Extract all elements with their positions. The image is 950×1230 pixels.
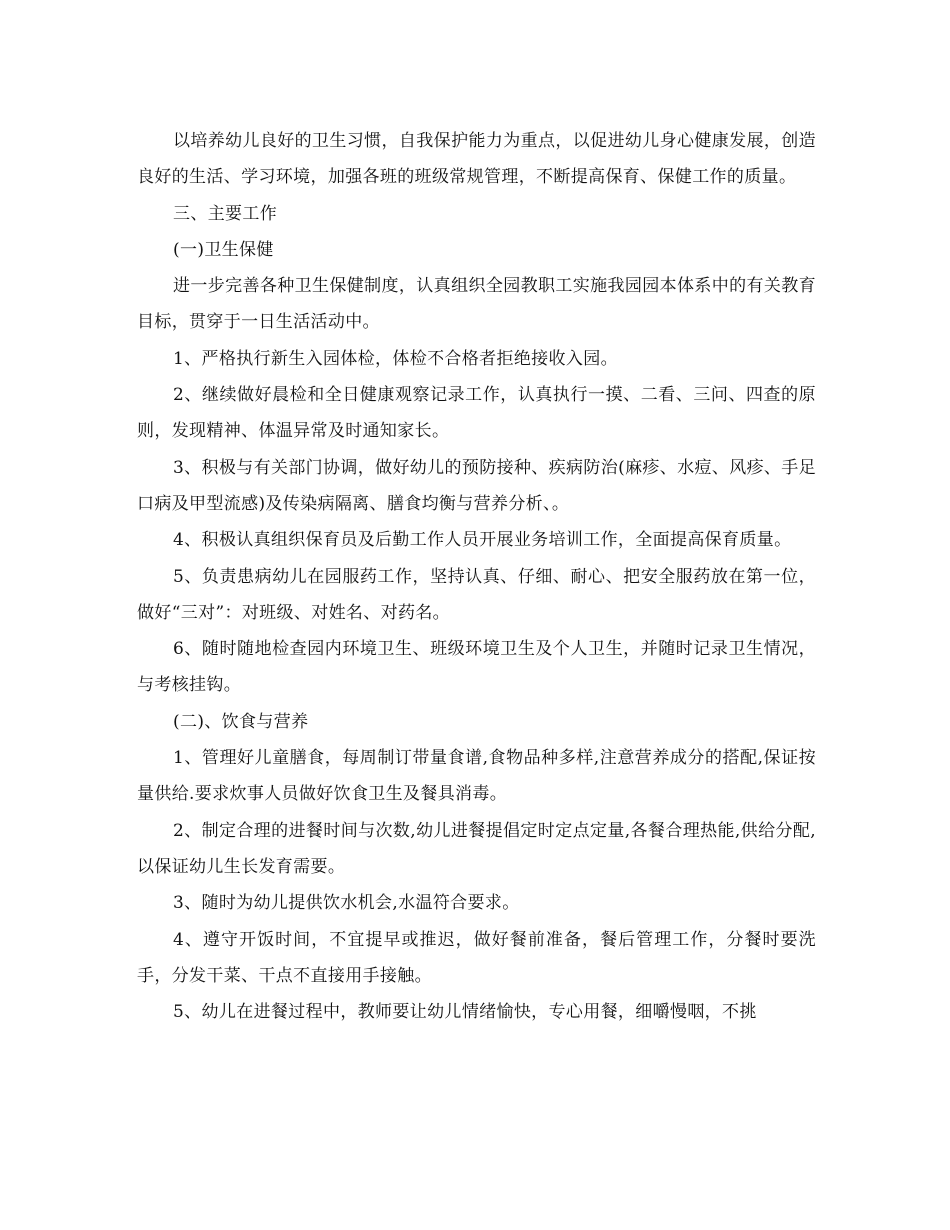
- list-item-hygiene-3: 3、积极与有关部门协调，做好幼儿的预防接种、疾病防治(麻疹、水痘、风疹、手足口病及甲型流感)及传染病隔离、膳食均衡与营养分析、。: [137, 457, 816, 514]
- section-heading-main-work: 三、主要工作: [173, 203, 278, 224]
- list-item-diet-4: 4、遵守开饭时间，不宜提早或推迟，做好餐前准备，餐后管理工作，分餐时要洗手，分发干菜、干点不直接用手接触。: [137, 929, 816, 986]
- list-item-diet-3: 3、随时为幼儿提供饮水机会,水温符合要求。: [173, 893, 520, 914]
- list-item-hygiene-6: 6、随时随地检查园内环境卫生、班级环境卫生及个人卫生，并随时记录卫生情况，与考核挂钩。: [137, 639, 816, 696]
- list-item-diet-2: 2、制定合理的进餐时间与次数,幼儿进餐提倡定时定点定量,各餐合理热能,供给分配,以保证幼儿生长发育需要。: [137, 820, 816, 877]
- list-item-hygiene-5: 5、负责患病幼儿在园服药工作，坚持认真、仔细、耐心、把安全服药放在第一位，做好“三对”：对班级、对姓名、对药名。: [137, 566, 816, 623]
- list-item-hygiene-4: 4、积极认真组织保育员及后勤工作人员开展业务培训工作，全面提高保育质量。: [173, 530, 792, 551]
- subsection-heading-diet: (二)、饮食与营养: [173, 711, 309, 732]
- subsection-heading-hygiene: (一)卫生保健: [173, 239, 274, 260]
- list-item-diet-5: 5、幼儿在进餐过程中，教师要让幼儿情绪愉快，专心用餐，细嚼慢咽，不挑: [173, 1002, 757, 1023]
- list-item-hygiene-1: 1、严格执行新生入园体检，体检不合格者拒绝接收入园。: [173, 348, 618, 369]
- list-item-diet-1: 1、管理好儿童膳食，每周制订带量食谱,食物品种多样,注意营养成分的搭配,保证按量供给.要求炊事人员做好饮食卫生及餐具消毒。: [137, 748, 816, 805]
- list-item-hygiene-2: 2、继续做好晨检和全日健康观察记录工作，认真执行一摸、二看、三问、四查的原则，发现精神、体温异常及时通知家长。: [137, 385, 816, 442]
- paragraph-hygiene-intro: 进一步完善各种卫生保健制度，认真组织全园教职工实施我园园本体系中的有关教育目标，贯穿于一日生活活动中。: [137, 276, 816, 333]
- paragraph-intro: 以培养幼儿良好的卫生习惯，自我保护能力为重点，以促进幼儿身心健康发展，创造良好的生活、学习环境，加强各班的班级常规管理，不断提高保育、保健工作的质量。: [137, 131, 816, 188]
